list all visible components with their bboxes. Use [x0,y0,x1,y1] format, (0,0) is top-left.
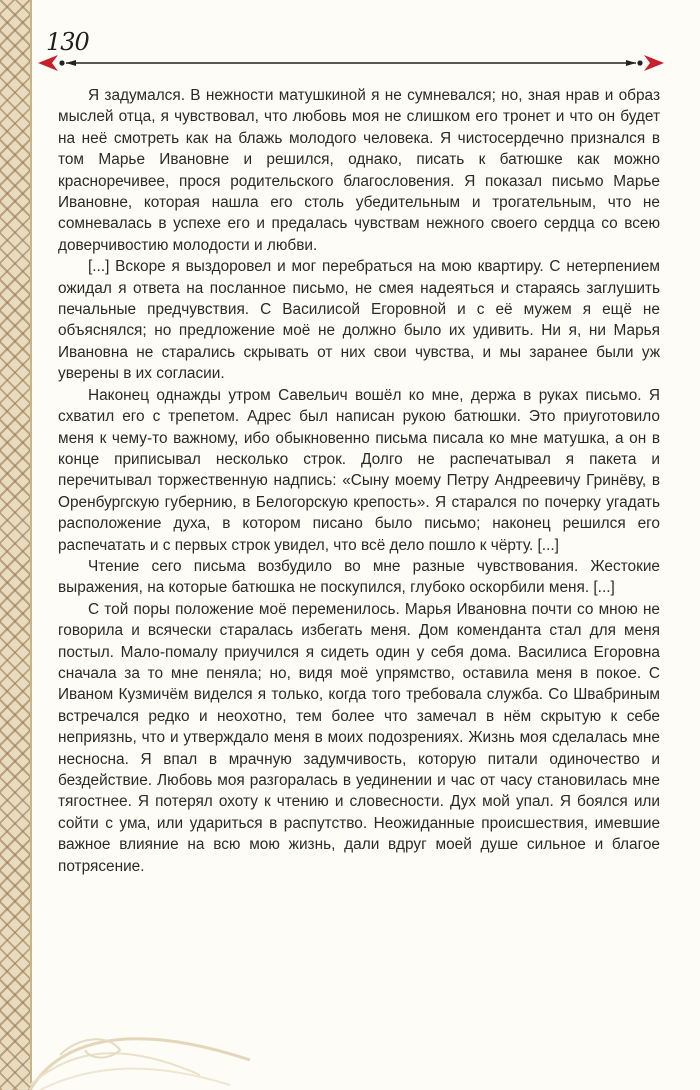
paragraph-1: Я задумался. В нежности матушкиной я не сумневался; но, зная нрав и образ мыслей отца, я чувствовал, что любовь моя не слишком его тронет и что он будет на неё смотреть как на блажь молодого человека. Я чистосердечно признался в том Марье Ивановне и решился, однако, писать к батюшке как можно красноречивее, прося родительского благословения. Я показал письмо Марье Ивановне, которая нашла его столь убедительным и трогательным, что не сомневалась в успехе его и предалась чувствам нежного своего сердца со всею доверчивостию молодости и любви. [58,87,660,254]
paragraph-5: С той поры положение моё переменилось. Марья Ивановна почти со мною не говорила и всячески старалась избегать меня. Дом коменданта стал для меня постыл. Мало-помалу приучился я сидеть один у себя дома. Василиса Егоровна сначала за то мне пеняла; но, видя моё упрямство, оставила меня в покое. С Иваном Кузмичём виделся я только, когда того требовала служба. Со Швабриным встречался редко и неохотно, тем более что замечал в нём скрытую к себе неприязнь, что и утверждало меня в моих подозрениях. Жизнь моя сделалась мне несносна. Я впал в мрачную задумчивость, которую питали одиночество и бездействие. Любовь моя разгоралась в уединении и час от часу становилась мне тягостнее. Я потерял охоту к чтению и словесности. Дух мой упал. Я боялся или сойти с ума, или удариться в распутство. Неожиданные происшествия, имевшие важное влияние на всю мою жизнь, дали вдруг моей душе сильное и благое потрясение. [58,600,660,875]
corner-swirl-ornament [0,980,260,1090]
left-fleuron-icon [38,55,58,71]
body-text [58,85,660,877]
paragraph-4: Чтение сего письма возбудило во мне разные чувствования. Жестокие выражения, на которые батюшка не поскупился, глубоко оскорбили меня. [...] [58,557,660,597]
page-number: 130 [46,28,89,56]
decorative-border-strip [0,0,32,1090]
paragraph-3: Наконец однажды утром Савельич вошёл ко мне, держа в руках письмо. Я схватил его с трепетом. Адрес был написан рукою батюшки. Это приуготовило меня к чему-то важному, ибо обыкновенно письма писала ко мне матушка, а он в конце приписывал несколько строк. Долго не распечатывал я пакета и перечитывал торжественную надпись: «Сыну моему Петру Андреевичу Гринёву, в Оренбургскую губернию, в Белогорскую крепость». Я старался по почерку угадать расположение духа, в котором писано было письмо; наконец решился его распечатать и с первых строк увидел, что всё дело пошло к чёрту. [...] [58,386,660,554]
paragraph-2: [...] Вскоре я выздоровел и мог перебраться на мою квартиру. С нетерпением ожидал я ответа на посланное письмо, не смея надеяться и стараясь заглушить печальные предчувствия. С Василисой Егоровной и с её мужем я ещё не объяснялся; но предложение моё не должно было их удивить. Ни я, ни Марья Ивановна не старались скрывать от них свои чувства, и мы заранее были уж уверены в их согласии. [58,258,660,383]
right-fleuron-icon [644,55,664,71]
header-ornament-rule [36,50,666,76]
